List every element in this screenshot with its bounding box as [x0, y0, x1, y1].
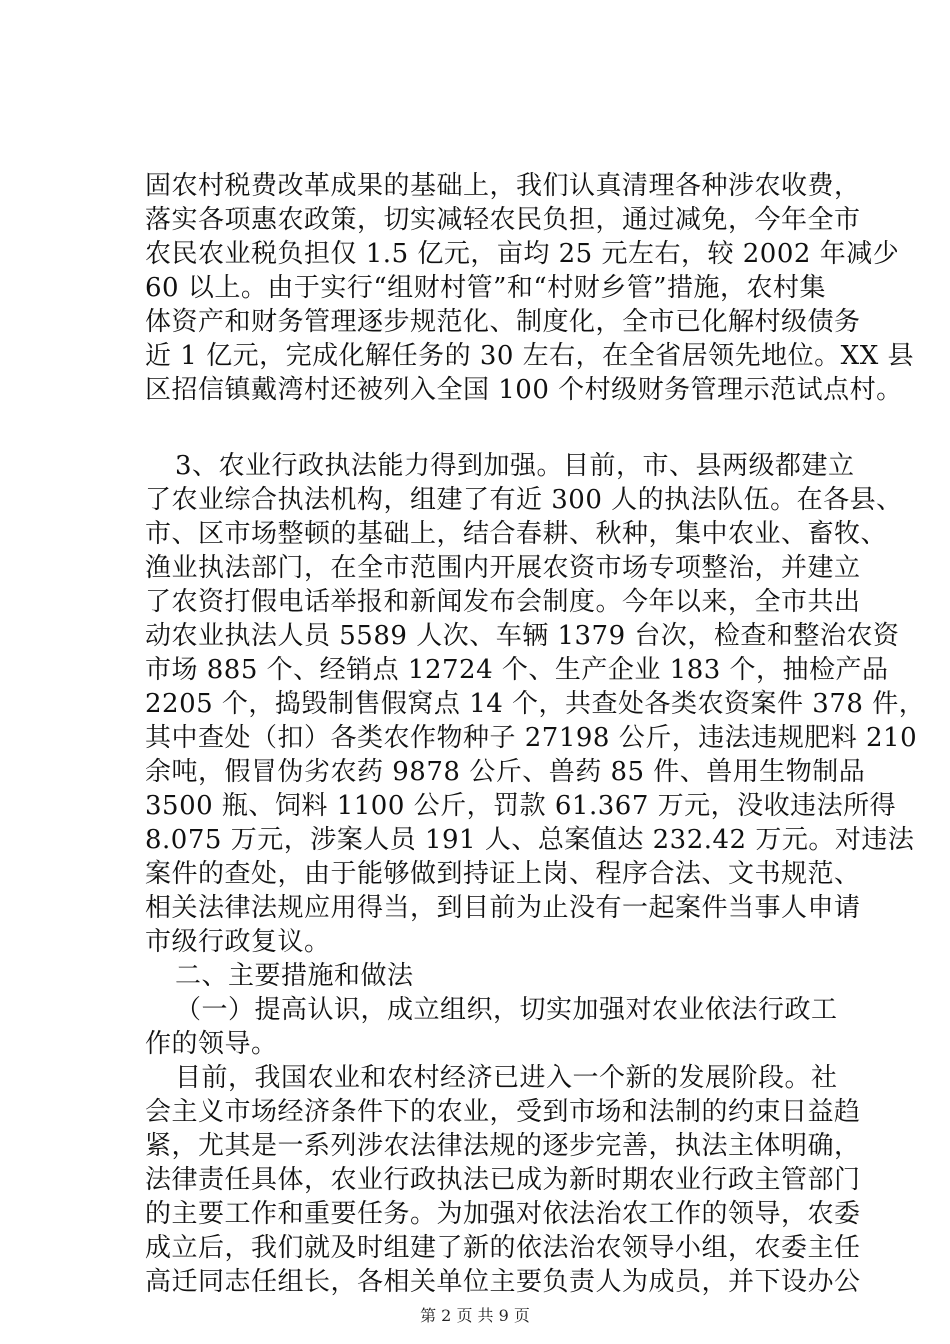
text-line: 紧，尤其是一系列涉农法律法规的逐步完善，执法主体明确，: [145, 1131, 861, 1161]
text-line: 近 1 亿元，完成化解任务的 30 左右，在全省居领先地位。XX 县: [145, 341, 914, 371]
text-line: 了农业综合执法机构，组建了有近 300 人的执法队伍。在各县、: [145, 485, 903, 515]
text-line: 渔业执法部门，在全市范围内开展农资市场专项整治，并建立: [145, 553, 861, 583]
text-line: 法律责任具体，农业行政执法已成为新时期农业行政主管部门: [145, 1165, 861, 1195]
text-line: 体资产和财务管理逐步规范化、制度化，全市已化解村级债务: [145, 307, 861, 337]
text-line: 市级行政复议。: [145, 927, 331, 957]
text-line: 3、农业行政执法能力得到加强。目前，市、县两级都建立: [175, 451, 855, 481]
text-line: 3500 瓶、饲料 1100 公斤，罚款 61.367 万元，没收违法所得: [145, 791, 897, 821]
text-line: 60 以上。由于实行“组财村管”和“村财乡管”措施，农村集: [145, 273, 827, 303]
text-line: 目前，我国农业和农村经济已进入一个新的发展阶段。社: [175, 1063, 838, 1093]
text-line: 了农资打假电话举报和新闻发布会制度。今年以来，全市共出: [145, 587, 861, 617]
text-line: 区招信镇戴湾村还被列入全国 100 个村级财务管理示范试点村。: [145, 375, 903, 405]
section-heading: 二、主要措施和做法: [175, 961, 414, 991]
text-line: 相关法律法规应用得当，到目前为止没有一起案件当事人申请: [145, 893, 861, 923]
text-line: 的主要工作和重要任务。为加强对依法治农工作的领导，农委: [145, 1199, 861, 1229]
text-line: 固农村税费改革成果的基础上，我们认真清理各种涉农收费，: [145, 171, 861, 201]
text-line: 动农业执法人员 5589 人次、车辆 1379 台次，检查和整治农资: [145, 621, 900, 651]
text-line: 市、区市场整顿的基础上，结合春耕、秋种，集中农业、畜牧、: [145, 519, 888, 549]
subsection-heading: 作的领导。: [145, 1029, 278, 1059]
text-line: 2205 个，捣毁制售假窝点 14 个，共查处各类农资案件 378 件，: [145, 689, 926, 719]
text-line: 会主义市场经济条件下的农业，受到市场和法制的约束日益趋: [145, 1097, 861, 1127]
text-line: 市场 885 个、经销点 12724 个、生产企业 183 个，抽检产品: [145, 655, 889, 685]
text-line: 其中查处（扣）各类农作物种子 27198 公斤，违法违规肥料 210: [145, 723, 918, 753]
text-line: 8.075 万元，涉案人员 191 人、总案值达 232.42 万元。对违法: [145, 825, 915, 855]
text-line: 农民农业税负担仅 1.5 亿元，亩均 25 元左右，较 2002 年减少: [145, 239, 900, 269]
text-line: 成立后，我们就及时组建了新的依法治农领导小组，农委主任: [145, 1233, 861, 1263]
text-line: 余吨，假冒伪劣农药 9878 公斤、兽药 85 件、兽用生物制品: [145, 757, 866, 787]
subsection-heading: （一）提高认识，成立组织，切实加强对农业依法行政工: [175, 995, 838, 1025]
page-number-footer: 第 2 页 共 9 页: [420, 1306, 530, 1325]
text-line: 落实各项惠农政策，切实减轻农民负担，通过减免，今年全市: [145, 205, 861, 235]
text-line: 案件的查处，由于能够做到持证上岗、程序合法、文书规范、: [145, 859, 861, 889]
text-line: 高迁同志任组长，各相关单位主要负责人为成员，并下设办公: [145, 1267, 861, 1297]
